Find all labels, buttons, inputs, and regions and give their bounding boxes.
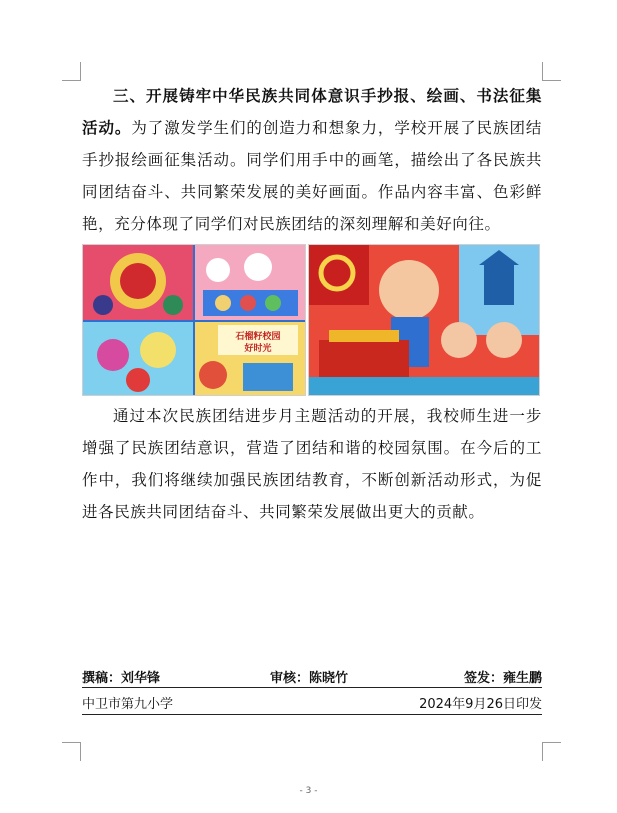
section-body: 为了激发学生们的创造力和想象力，学校开展了民族团结手抄报绘画征集活动。同学们用手中的画笔，描绘出了各民族共同团结奋斗、共同繁荣发展的美好画面。作品内容丰富、色彩鲜艳，充分体现了同学们对民族团结的深刻理解和美好向往。 [82,119,542,233]
reviewer-credit: 审核：陈晓竹 [270,671,349,686]
issue-date: 2024年9月26日印发 [419,697,542,712]
section-paragraph [82,80,542,240]
handwritten-poster-collage-photo [82,244,306,396]
author-credit: 撰稿：刘华锋 [82,671,161,686]
document-footer [82,665,542,715]
crop-mark-bottom-right [542,742,561,761]
poster-banner-text-2: 好时光 [244,344,272,354]
issuing-organization: 中卫市第九小学 [82,697,174,712]
party-emblem-painting-photo [308,244,540,396]
footer-divider-bottom [82,714,542,715]
crop-mark-top-left [62,62,81,81]
conclusion-paragraph: 通过本次民族团结进步月主题活动的开展，我校师生进一步增强了民族团结意识，营造了团结和谐的校园氛围。在今后的工作中，我们将继续加强民族团结教育，不断创新活动形式，为促进各民族共同团结奋斗、共同繁荣发展做出更大的贡献。 [82,407,542,521]
page-number: - 3 - [299,786,318,796]
document-body [82,80,542,528]
poster-banner-text: 石榴籽校园 [235,332,281,342]
issuer-credit: 签发：雍生鹏 [463,671,542,686]
crop-mark-top-right [542,62,561,81]
section-heading: 三、开展铸牢中华民族共同体意识手抄报、绘画、书法征集活动。 [82,86,542,137]
crop-mark-bottom-left [62,742,81,761]
artwork-photos [82,244,538,394]
